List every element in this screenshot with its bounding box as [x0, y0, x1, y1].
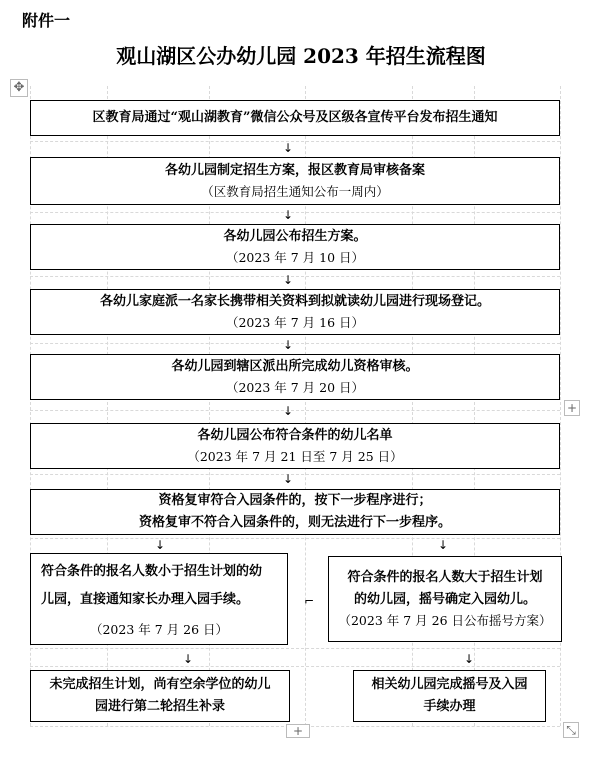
step-3-text: 各幼儿园公布招生方案。: [223, 229, 367, 244]
step-2-box: [30, 157, 560, 205]
step-4-date: （2023 年 7 月 16 日）: [225, 315, 365, 330]
branch-right-line-2: 的幼儿园，摇号确定入园幼儿。: [353, 592, 536, 607]
branch-right-date: （2023 年 7 月 26 日公布摇号方案）: [338, 613, 552, 628]
step-6-text: 各幼儿园公布符合条件的幼儿名单: [197, 428, 393, 443]
arrow-down-icon: ↓: [154, 538, 166, 552]
step-6-date: （2023 年 7 月 21 日至 7 月 25 日）: [187, 449, 403, 464]
step-7-line-1: 资格复审符合入园条件的，按下一步程序进行；: [158, 493, 432, 508]
final-left-box: [30, 670, 290, 722]
step-6-box: [30, 423, 560, 469]
resize-table-icon[interactable]: ⤡: [563, 722, 579, 738]
final-left-line-1: 未完成招生计划，尚有空余学位的幼儿: [49, 677, 271, 692]
branch-left-date: （2023 年 7 月 26 日）: [89, 622, 229, 637]
final-right-line-2: 手续办理: [423, 699, 476, 714]
arrow-down-icon: ↓: [282, 404, 294, 418]
final-right-box: [353, 670, 546, 722]
page-title: 观山湖区公办幼儿园 2023 年招生流程图: [116, 44, 486, 68]
grid-line: [30, 538, 560, 539]
step-4-box: [30, 289, 560, 335]
step-7-box: [30, 489, 560, 535]
attachment-label: 附件一: [22, 11, 71, 30]
branch-left-line-2: 儿园，直接通知家长办理入园手续。: [41, 592, 250, 607]
final-right-line-1: 相关幼儿园完成摇号及入园: [371, 677, 528, 692]
step-3-box: [30, 224, 560, 270]
step-5-text: 各幼儿园到辖区派出所完成幼儿资格审核。: [171, 359, 419, 374]
step-2-note: （区教育局招生通知公布一周内）: [201, 184, 389, 199]
branch-right-box: [328, 556, 562, 642]
step-3-date: （2023 年 7 月 10 日）: [225, 250, 365, 265]
arrow-down-icon: ↓: [282, 273, 294, 287]
table-move-handle-icon[interactable]: ✥: [10, 79, 28, 97]
step-2-text: 各幼儿园制定招生方案，报区教育局审核备案: [164, 163, 425, 178]
arrow-down-icon: ↓: [282, 338, 294, 352]
branch-left-box: [30, 553, 288, 645]
step-5-date: （2023 年 7 月 20 日）: [225, 380, 365, 395]
add-row-icon[interactable]: +: [286, 724, 310, 738]
step-4-text: 各幼儿家庭派一名家长携带相关资料到拟就读幼儿园进行现场登记。: [99, 294, 490, 309]
grid-line: [30, 474, 560, 475]
step-7-line-2: 资格复审不符合入园条件的，则无法进行下一步程序。: [138, 515, 451, 530]
branch-left-line-1: 符合条件的报名人数小于招生计划的幼: [41, 564, 263, 579]
grid-line: [30, 212, 560, 213]
final-left-line-2: 园进行第二轮招生补录: [94, 699, 225, 714]
arrow-down-icon: ↓: [182, 652, 194, 666]
arrow-down-icon: ↓: [282, 208, 294, 222]
step-1-box: [30, 100, 560, 136]
corner-mark-icon: ⌐: [304, 594, 315, 608]
step-1-text: 区教育局通过“观山湖教育”微信公众号及区级各宣传平台发布招生通知: [92, 110, 498, 125]
add-column-icon[interactable]: +: [564, 400, 580, 416]
branch-right-line-1: 符合条件的报名人数大于招生计划: [347, 570, 543, 585]
grid-line: [30, 141, 560, 142]
arrow-down-icon: ↓: [282, 472, 294, 486]
grid-line: [30, 343, 560, 344]
grid-line: [30, 666, 560, 667]
step-5-box: [30, 354, 560, 400]
grid-line: [30, 276, 560, 277]
arrow-down-icon: ↓: [282, 141, 294, 155]
grid-line: [30, 410, 560, 411]
arrow-down-icon: ↓: [437, 538, 449, 552]
arrow-down-icon: ↓: [463, 652, 475, 666]
grid-line: [30, 648, 560, 649]
